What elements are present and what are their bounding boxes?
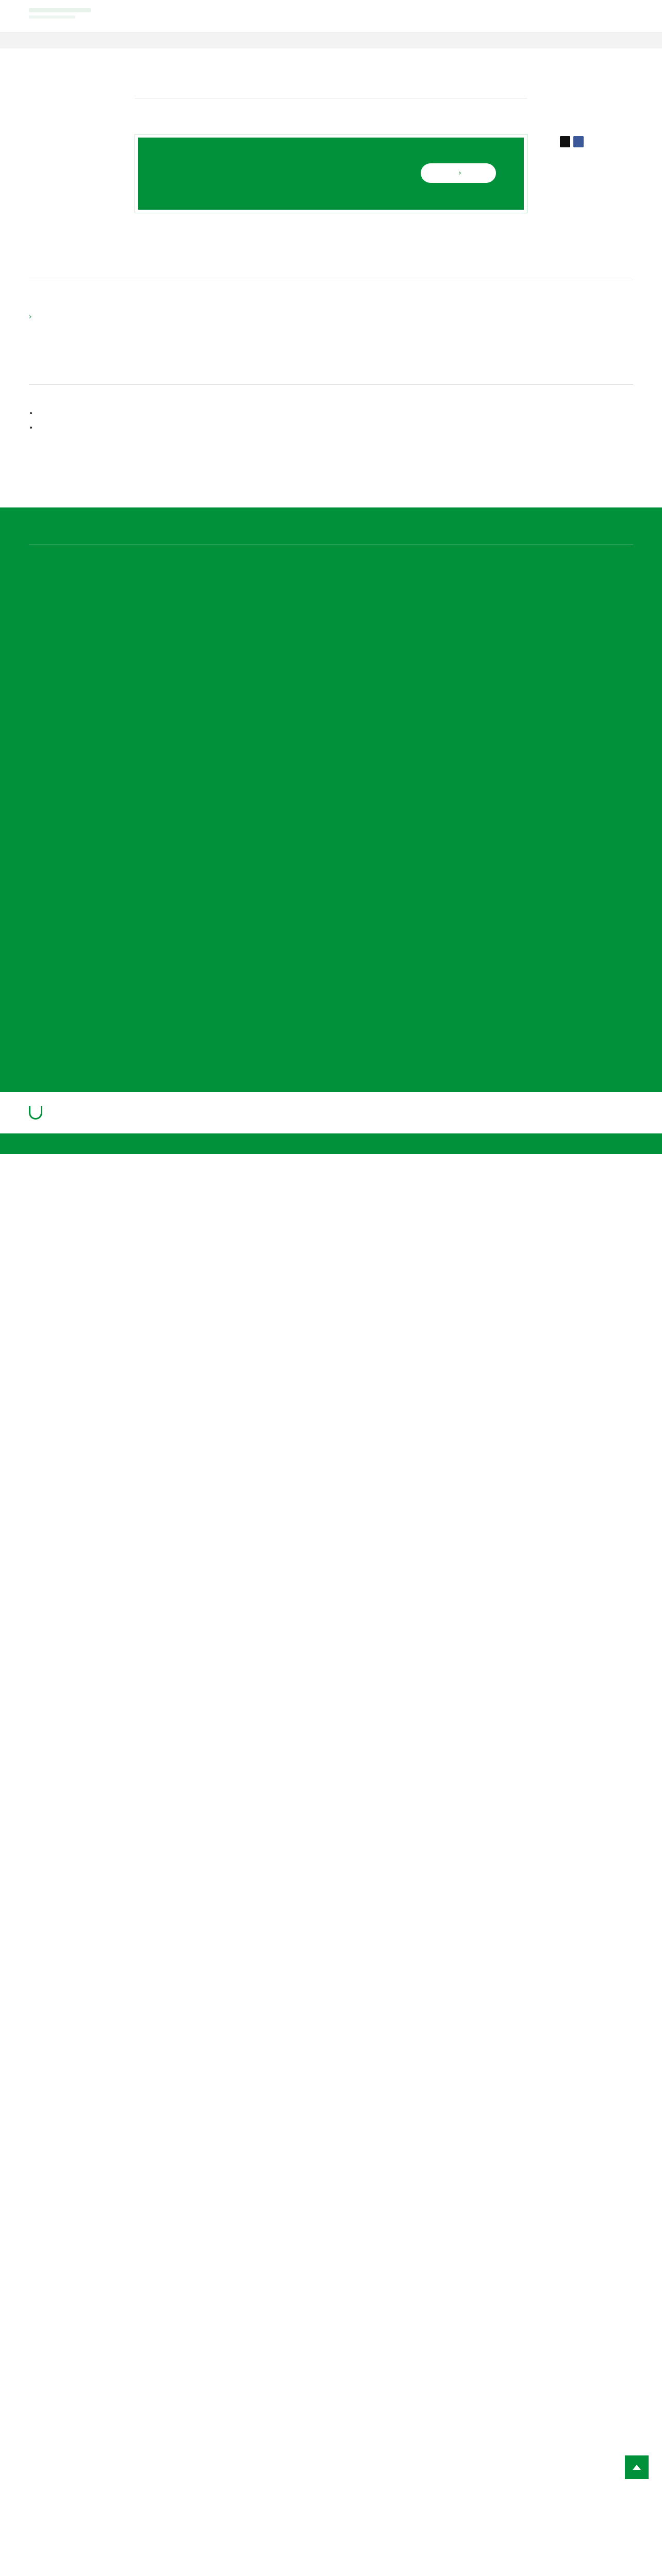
footer-bottom-bar <box>0 1092 662 1133</box>
related-section <box>0 280 662 323</box>
banner-detail-button[interactable] <box>421 163 496 183</box>
contact-form-item: • <box>29 410 34 418</box>
site-logo[interactable] <box>29 6 101 22</box>
contact-section <box>0 384 662 435</box>
foundation-mark-icon <box>29 1106 42 1120</box>
site-header <box>0 0 662 33</box>
portal-banner[interactable] <box>135 134 527 213</box>
site-footer <box>0 507 662 1154</box>
breadcrumb <box>0 33 662 48</box>
footer-logo[interactable] <box>29 1106 163 1120</box>
contact-list <box>29 406 633 435</box>
x-post-button[interactable] <box>560 136 570 147</box>
share-buttons <box>560 136 584 147</box>
chevron-right-icon: › <box>29 313 32 321</box>
article <box>135 98 527 213</box>
divider <box>29 384 633 385</box>
chevron-right-icon: › <box>458 168 461 177</box>
arrow-up-icon <box>633 2465 641 2470</box>
facebook-share-button[interactable] <box>573 136 584 147</box>
related-link-row <box>29 311 633 323</box>
back-to-top-button[interactable] <box>625 2455 649 2479</box>
contact-tel-item: • <box>29 424 34 433</box>
